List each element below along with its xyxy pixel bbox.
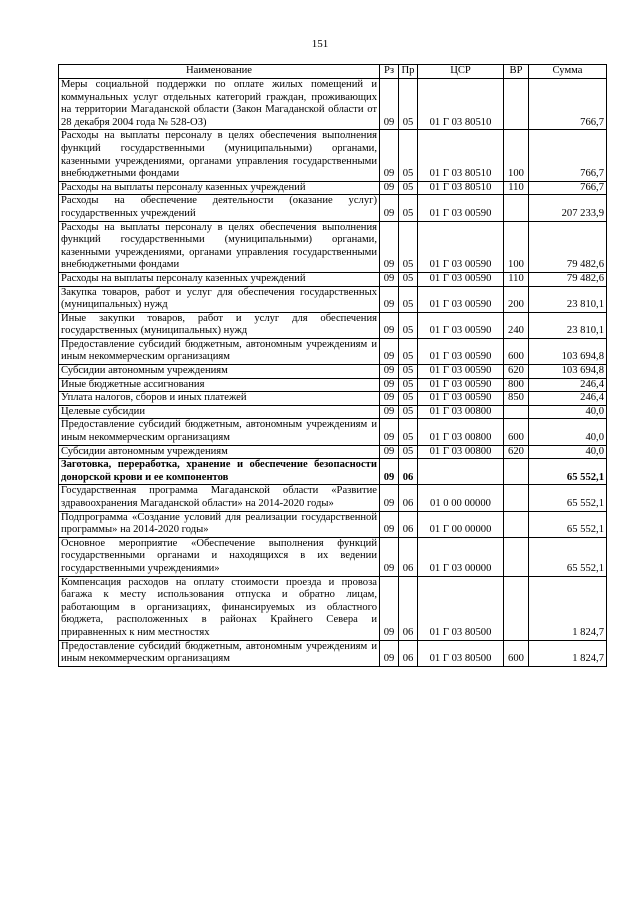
- table-body: [59, 79, 607, 667]
- table-row: [59, 79, 607, 130]
- row-vr: [504, 459, 529, 485]
- row-vr: 100: [504, 130, 529, 181]
- row-csr: 01 Г 00 00000: [418, 511, 504, 537]
- header-name: Наименование: [59, 65, 380, 79]
- header-sum: Сумма: [529, 65, 607, 79]
- row-csr: 01 Г 03 00590: [418, 221, 504, 272]
- row-csr: 01 Г 03 00000: [418, 537, 504, 576]
- row-csr: 01 Г 03 80510: [418, 181, 504, 195]
- row-sum: 23 810,1: [529, 312, 607, 338]
- row-rz: 09: [380, 445, 399, 459]
- row-csr: 01 Г 03 00590: [418, 312, 504, 338]
- row-vr: 620: [504, 365, 529, 379]
- row-rz: 09: [380, 405, 399, 419]
- row-rz: 09: [380, 576, 399, 640]
- row-rz: 09: [380, 485, 399, 511]
- table-row: [59, 286, 607, 312]
- row-csr: 01 Г 03 00590: [418, 286, 504, 312]
- row-pr: 05: [399, 405, 418, 419]
- row-sum: 103 694,8: [529, 338, 607, 364]
- row-vr: 800: [504, 378, 529, 392]
- row-pr: 05: [399, 181, 418, 195]
- row-rz: 09: [380, 640, 399, 666]
- row-rz: 09: [380, 272, 399, 286]
- row-csr: 01 Г 03 00590: [418, 378, 504, 392]
- row-rz: 09: [380, 338, 399, 364]
- table-row: [59, 640, 607, 666]
- row-rz: 09: [380, 511, 399, 537]
- row-sum: 65 552,1: [529, 537, 607, 576]
- row-rz: 09: [380, 312, 399, 338]
- row-sum: 766,7: [529, 79, 607, 130]
- row-name: Целевые субсидии: [59, 405, 380, 419]
- row-vr: [504, 537, 529, 576]
- row-name: Компенсация расходов на оплату стоимости проезда и провоза багажа к месту использования отпуска и обратно лицам, работающим в организациях, финансируемых из областного бюджета, расположенных в районах Крайнего Севера и приравненных к ним местностях: [59, 576, 380, 640]
- row-sum: 40,0: [529, 405, 607, 419]
- row-sum: 766,7: [529, 181, 607, 195]
- row-name: Расходы на выплаты персоналу казенных учреждений: [59, 181, 380, 195]
- row-sum: 1 824,7: [529, 576, 607, 640]
- row-vr: [504, 195, 529, 221]
- row-csr: 01 Г 03 00800: [418, 419, 504, 445]
- row-csr: 01 Г 03 00590: [418, 195, 504, 221]
- row-pr: 06: [399, 640, 418, 666]
- table-row: [59, 312, 607, 338]
- row-rz: 09: [380, 286, 399, 312]
- table-row: [59, 459, 607, 485]
- row-rz: 09: [380, 378, 399, 392]
- header-pr: Пр: [399, 65, 418, 79]
- row-sum: 79 482,6: [529, 272, 607, 286]
- table-row: [59, 181, 607, 195]
- row-vr: [504, 511, 529, 537]
- row-csr: 01 Г 03 80500: [418, 576, 504, 640]
- row-sum: 103 694,8: [529, 365, 607, 379]
- row-rz: 09: [380, 130, 399, 181]
- row-sum: 766,7: [529, 130, 607, 181]
- table-row: [59, 338, 607, 364]
- row-sum: 23 810,1: [529, 286, 607, 312]
- row-name: Расходы на выплаты персоналу казенных учреждений: [59, 272, 380, 286]
- row-sum: 40,0: [529, 445, 607, 459]
- row-name: Расходы на выплаты персоналу в целях обеспечения выполнения функций государственными (муниципальными) органами, казенными учреждениями, органами управления государственными внебюджетными фондами: [59, 221, 380, 272]
- row-sum: 1 824,7: [529, 640, 607, 666]
- row-vr: [504, 405, 529, 419]
- row-vr: 600: [504, 640, 529, 666]
- row-vr: 110: [504, 272, 529, 286]
- row-csr: 01 Г 03 00590: [418, 272, 504, 286]
- row-rz: 09: [380, 392, 399, 406]
- row-name: Подпрограмма «Создание условий для реализации государственной программы» на 2014-2020 годы»: [59, 511, 380, 537]
- row-rz: 09: [380, 79, 399, 130]
- table-row: [59, 272, 607, 286]
- table-row: [59, 130, 607, 181]
- row-csr: 01 Г 03 00590: [418, 338, 504, 364]
- row-name: Основное мероприятие «Обеспечение выполнения функций государственными органами и находящихся в их ведении государственными учреждениями»: [59, 537, 380, 576]
- row-vr: 240: [504, 312, 529, 338]
- row-vr: [504, 576, 529, 640]
- row-pr: 06: [399, 459, 418, 485]
- row-name: Меры социальной поддержки по оплате жилых помещений и коммунальных услуг отдельных категорий граждан, проживающих на территории Магаданской области (Закон Магаданской области от 28 декабря 2004 года № 528-ОЗ): [59, 79, 380, 130]
- row-csr: 01 Г 03 00590: [418, 392, 504, 406]
- table-row: [59, 511, 607, 537]
- row-pr: 06: [399, 537, 418, 576]
- row-name: Субсидии автономным учреждениям: [59, 445, 380, 459]
- row-rz: 09: [380, 195, 399, 221]
- row-rz: 09: [380, 181, 399, 195]
- row-pr: 05: [399, 221, 418, 272]
- table-header-row: [59, 65, 607, 79]
- row-pr: 05: [399, 79, 418, 130]
- row-pr: 05: [399, 338, 418, 364]
- row-name: Расходы на выплаты персоналу в целях обеспечения выполнения функций государственными (муниципальными) органами, казенными учреждениями, органами управления государственными внебюджетными фондами: [59, 130, 380, 181]
- row-csr: 01 Г 03 80510: [418, 130, 504, 181]
- row-csr: 01 Г 03 00800: [418, 405, 504, 419]
- row-pr: 05: [399, 419, 418, 445]
- row-name: Предоставление субсидий бюджетным, автономным учреждениям и иным некоммерческим организациям: [59, 419, 380, 445]
- row-csr: [418, 459, 504, 485]
- row-csr: 01 Г 03 80500: [418, 640, 504, 666]
- row-name: Расходы на обеспечение деятельности (оказание услуг) государственных учреждений: [59, 195, 380, 221]
- row-pr: 05: [399, 130, 418, 181]
- row-rz: 09: [380, 221, 399, 272]
- row-sum: 246,4: [529, 392, 607, 406]
- page-number: 151: [311, 38, 329, 50]
- table-row: [59, 405, 607, 419]
- row-pr: 05: [399, 365, 418, 379]
- row-pr: 05: [399, 195, 418, 221]
- row-name: Предоставление субсидий бюджетным, автономным учреждениям и иным некоммерческим организациям: [59, 338, 380, 364]
- table-row: [59, 195, 607, 221]
- row-vr: 110: [504, 181, 529, 195]
- row-name: Предоставление субсидий бюджетным, автономным учреждениям и иным некоммерческим организациям: [59, 640, 380, 666]
- row-pr: 05: [399, 392, 418, 406]
- row-csr: 01 Г 03 00800: [418, 445, 504, 459]
- row-vr: [504, 79, 529, 130]
- row-name: Субсидии автономным учреждениям: [59, 365, 380, 379]
- row-rz: 09: [380, 365, 399, 379]
- row-pr: 05: [399, 286, 418, 312]
- row-pr: 05: [399, 272, 418, 286]
- header-vr: ВР: [504, 65, 529, 79]
- row-sum: 65 552,1: [529, 459, 607, 485]
- row-rz: 09: [380, 537, 399, 576]
- table-row: [59, 419, 607, 445]
- row-vr: 600: [504, 419, 529, 445]
- row-sum: 40,0: [529, 419, 607, 445]
- row-rz: 09: [380, 459, 399, 485]
- row-pr: 06: [399, 511, 418, 537]
- table-row: [59, 576, 607, 640]
- table-row: [59, 537, 607, 576]
- row-name: Закупка товаров, работ и услуг для обеспечения государственных (муниципальных) нужд: [59, 286, 380, 312]
- table-row: [59, 365, 607, 379]
- header-rz: Рз: [380, 65, 399, 79]
- row-pr: 05: [399, 378, 418, 392]
- row-vr: [504, 485, 529, 511]
- row-name: Иные бюджетные ассигнования: [59, 378, 380, 392]
- row-vr: 850: [504, 392, 529, 406]
- row-name: Государственная программа Магаданской области «Развитие здравоохранения Магаданской области» на 2014-2020 годы»: [59, 485, 380, 511]
- budget-table: [58, 64, 607, 667]
- row-pr: 05: [399, 312, 418, 338]
- row-name: Иные закупки товаров, работ и услуг для обеспечения государственных (муниципальных) нужд: [59, 312, 380, 338]
- row-pr: 06: [399, 576, 418, 640]
- row-sum: 79 482,6: [529, 221, 607, 272]
- row-vr: 100: [504, 221, 529, 272]
- row-name: Уплата налогов, сборов и иных платежей: [59, 392, 380, 406]
- table-row: [59, 378, 607, 392]
- table-row: [59, 221, 607, 272]
- row-csr: 01 0 00 00000: [418, 485, 504, 511]
- row-csr: 01 Г 03 80510: [418, 79, 504, 130]
- row-sum: 207 233,9: [529, 195, 607, 221]
- row-sum: 65 552,1: [529, 485, 607, 511]
- row-rz: 09: [380, 419, 399, 445]
- header-csr: ЦСР: [418, 65, 504, 79]
- row-sum: 65 552,1: [529, 511, 607, 537]
- row-pr: 05: [399, 445, 418, 459]
- table-row: [59, 392, 607, 406]
- row-vr: 600: [504, 338, 529, 364]
- row-name: Заготовка, переработка, хранение и обеспечение безопасности донорской крови и ее компонентов: [59, 459, 380, 485]
- table-row: [59, 485, 607, 511]
- table-row: [59, 445, 607, 459]
- row-sum: 246,4: [529, 378, 607, 392]
- row-vr: 620: [504, 445, 529, 459]
- row-vr: 200: [504, 286, 529, 312]
- row-pr: 06: [399, 485, 418, 511]
- row-csr: 01 Г 03 00590: [418, 365, 504, 379]
